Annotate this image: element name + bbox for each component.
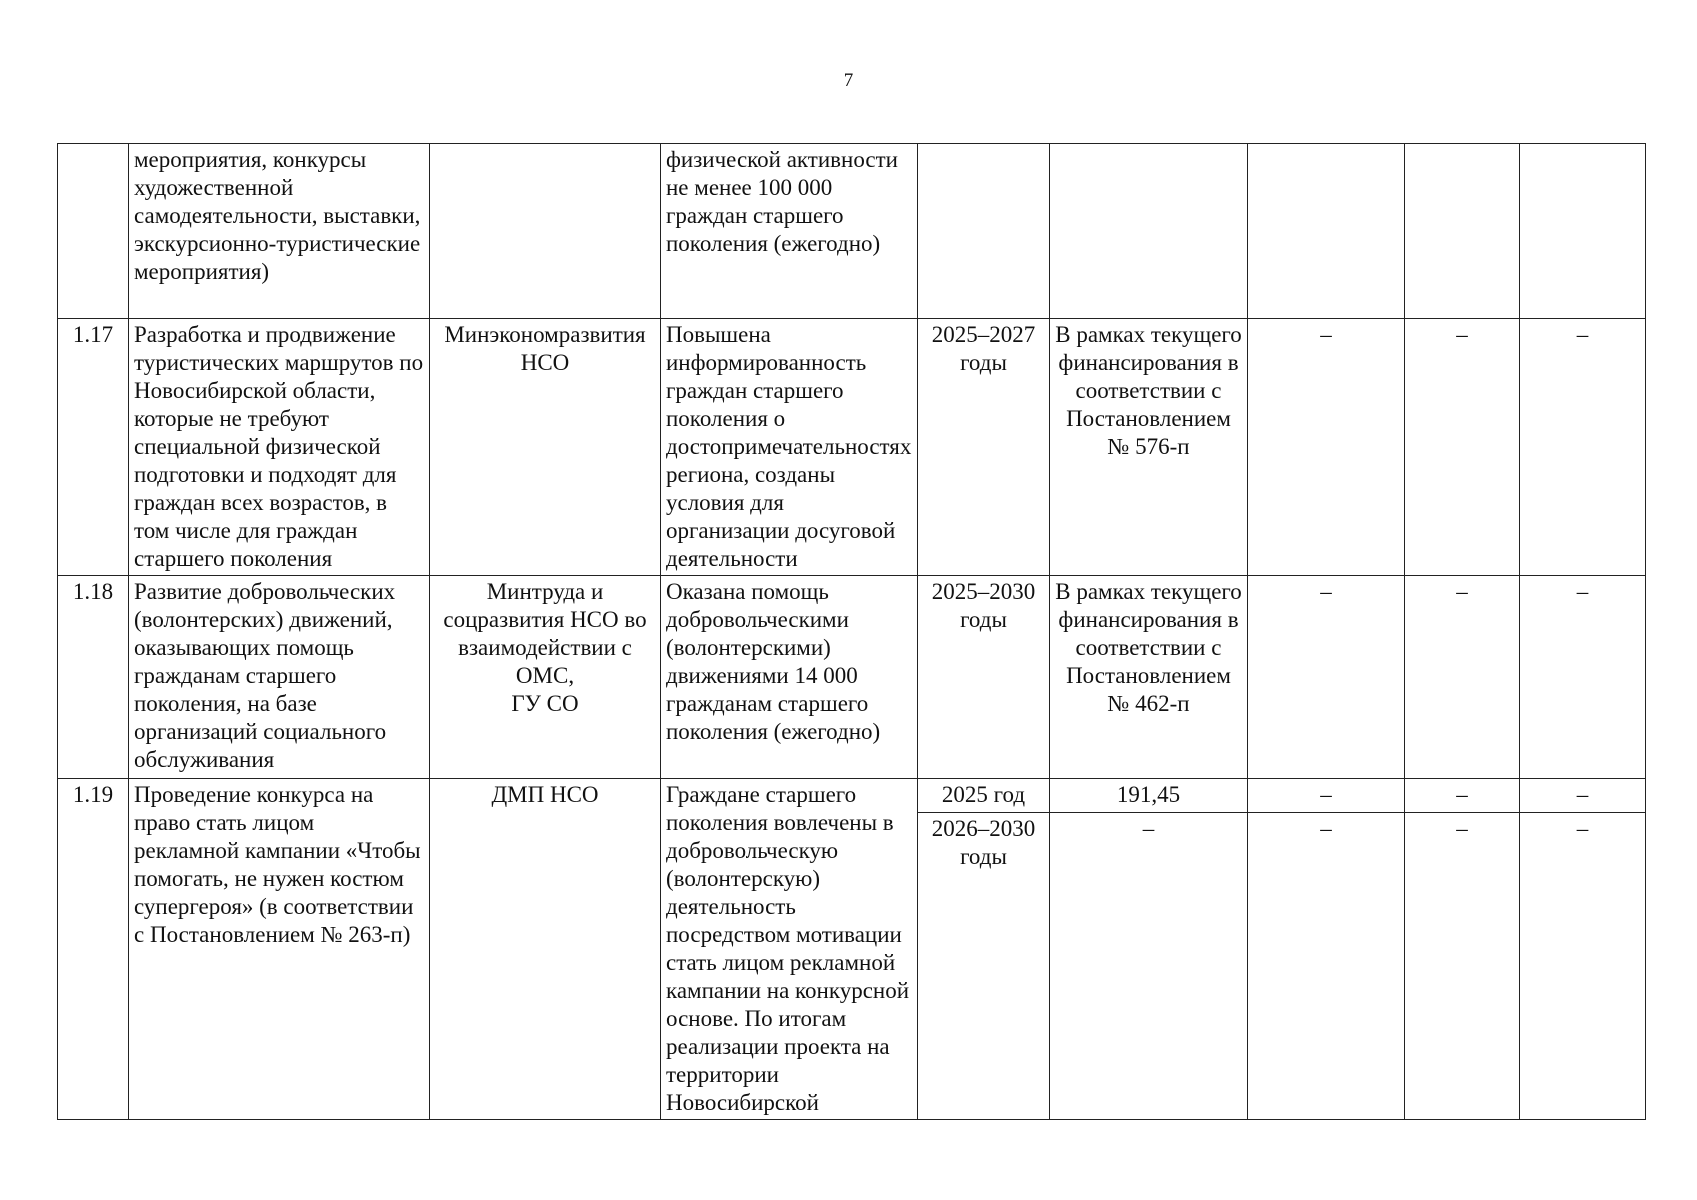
cell-period: 2025–2030 годы (918, 576, 1050, 779)
cell-funding (1050, 144, 1248, 319)
cell-period (918, 144, 1050, 319)
cell-activity: мероприятия, конкурсы художественной самодеятельности, выставки, экскурсионно-туристические мероприятия) (129, 144, 430, 319)
cell-number: 1.17 (58, 319, 129, 576)
cell-activity: Разработка и продвижение туристических маршрутов по Новосибирской области, которые не требуют специальной физической подготовки и подходят для граждан всех возрастов, в том числе для граждан старшего поколения (129, 319, 430, 576)
cell-activity: Развитие добровольческих (волонтерских) движений, оказывающих помощь гражданам старшего поколения, на базе организаций социального обслуживания (129, 576, 430, 779)
cell-period: 2025–2027 годы (918, 319, 1050, 576)
cell-executor (430, 144, 661, 319)
page-number: 7 (843, 70, 854, 91)
cell-number: 1.18 (58, 576, 129, 779)
cell-activity: Проведение конкурса на право стать лицом рекламной кампании «Чтобы помогать, не нужен костюм супергероя» (в соответствии с Постановлением № 263-п) (129, 779, 430, 1120)
cell-col7: – (1248, 576, 1405, 779)
cell-col7: – (1248, 812, 1405, 1119)
cell-result: физической активности не менее 100 000 граждан старшего поколения (ежегодно) (661, 144, 918, 319)
cell-number (58, 144, 129, 319)
cell-col9: – (1520, 812, 1646, 1119)
cell-col9: – (1520, 779, 1646, 813)
table-row-1-17 (58, 319, 1646, 576)
cell-col7: – (1248, 779, 1405, 813)
cell-col7: – (1248, 319, 1405, 576)
cell-col9: – (1520, 319, 1646, 576)
cell-col8 (1405, 144, 1520, 319)
cell-executor: ДМП НСО (430, 779, 661, 1120)
cell-number: 1.19 (58, 779, 129, 1120)
cell-col8: – (1405, 812, 1520, 1119)
cell-col9: – (1520, 576, 1646, 779)
table-row-1-18 (58, 576, 1646, 779)
table-row-1-19 (58, 779, 1646, 813)
cell-col7 (1248, 144, 1405, 319)
cell-result: Оказана помощь добровольческими (волонтерскими) движениями 14 000 гражданам старшего поколения (ежегодно) (661, 576, 918, 779)
cell-col8: – (1405, 576, 1520, 779)
cell-executor: Минэкономразвития НСО (430, 319, 661, 576)
cell-col8: – (1405, 779, 1520, 813)
cell-period: 2026–2030 годы (918, 812, 1050, 1119)
measures-table (57, 143, 1646, 1120)
cell-funding: В рамках текущего финансирования в соответствии с Постановлением № 462-п (1050, 576, 1248, 779)
cell-funding: 191,45 (1050, 779, 1248, 813)
cell-funding: В рамках текущего финансирования в соответствии с Постановлением № 576-п (1050, 319, 1248, 576)
table-row-continuation (58, 144, 1646, 319)
cell-result: Граждане старшего поколения вовлечены в добровольческую (волонтерскую) деятельность посредством мотивации стать лицом рекламной кампании на конкурсной основе. По итогам реализации проекта на территории Новосибирской (661, 779, 918, 1120)
cell-executor: Минтруда и соцразвития НСО во взаимодействии с ОМС, ГУ СО (430, 576, 661, 779)
cell-col8: – (1405, 319, 1520, 576)
cell-col9 (1520, 144, 1646, 319)
cell-funding: – (1050, 812, 1248, 1119)
cell-period: 2025 год (918, 779, 1050, 813)
cell-result: Повышена информированность граждан старшего поколения о достопримечательностях региона, созданы условия для организации досуговой деятельности (661, 319, 918, 576)
